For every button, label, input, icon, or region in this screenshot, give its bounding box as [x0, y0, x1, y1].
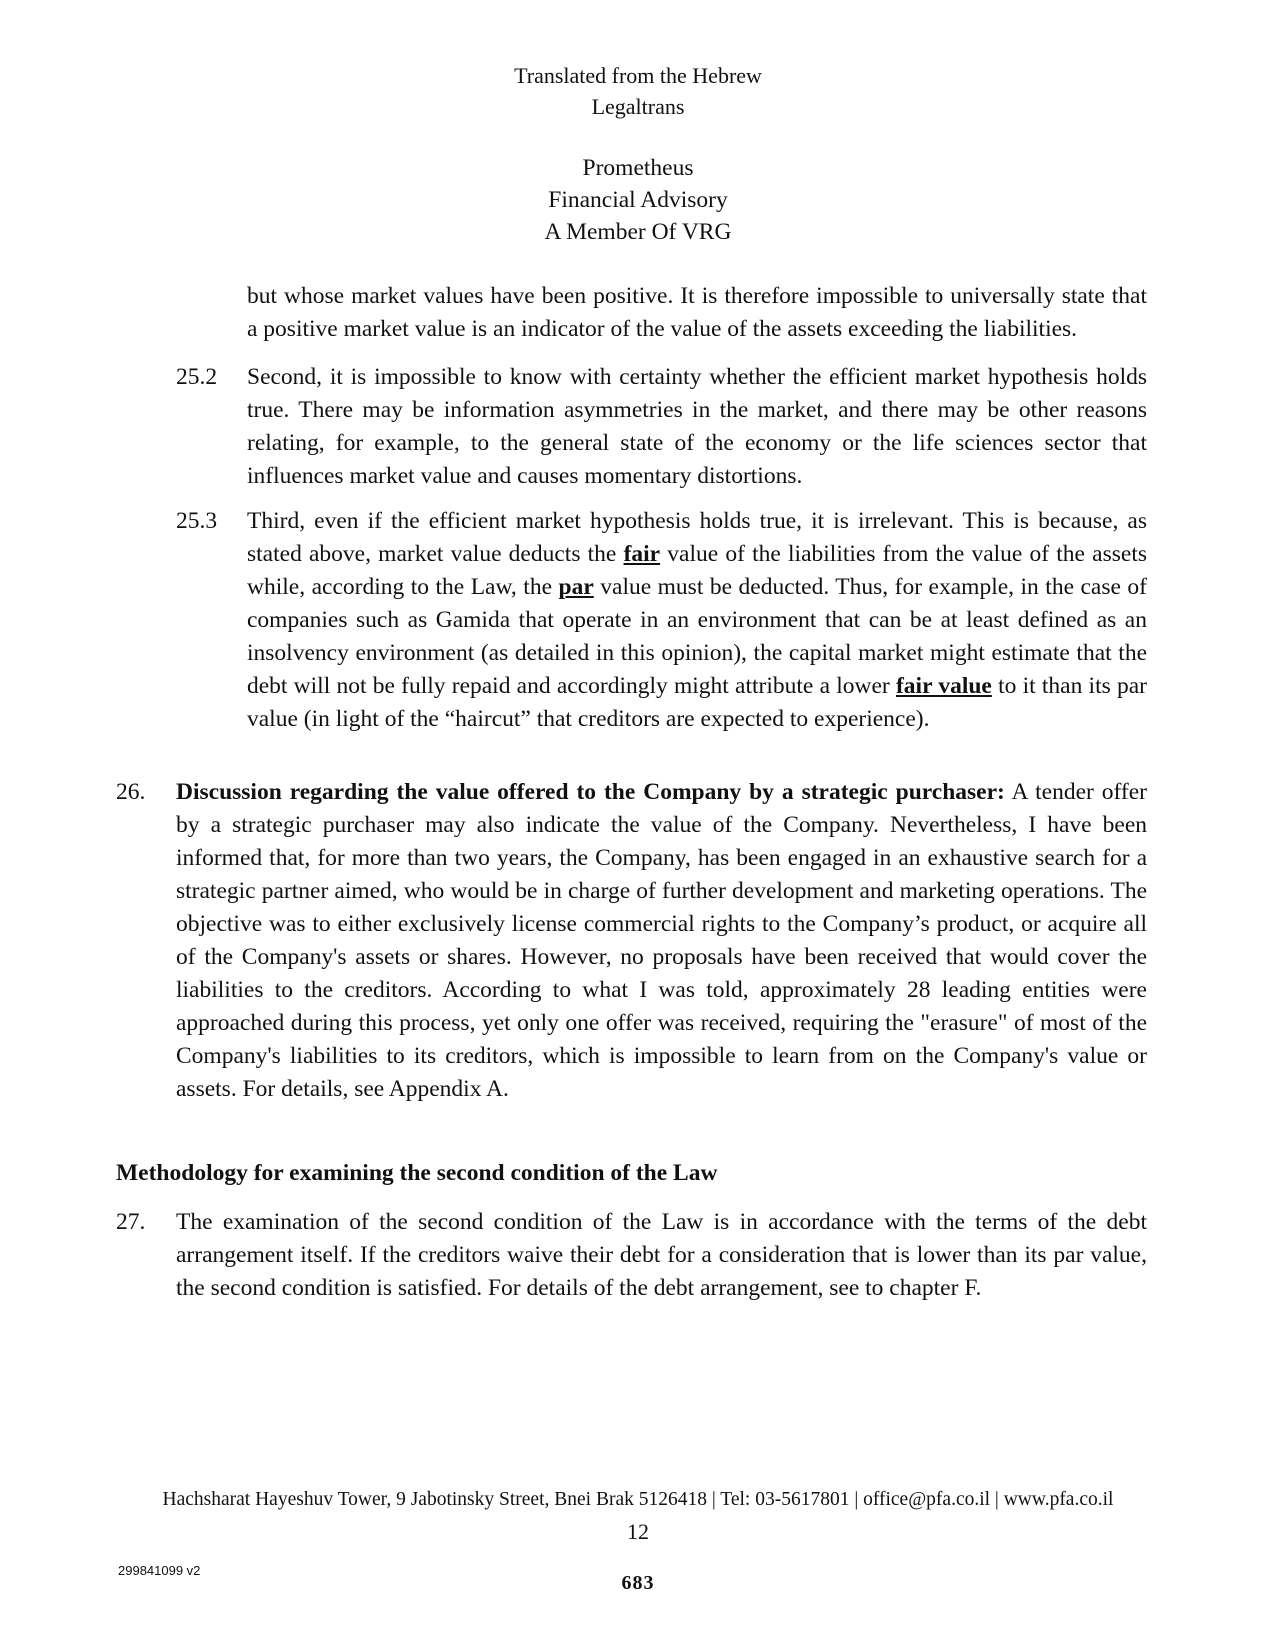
emphasis-fair: fair — [623, 541, 661, 567]
document-id: 299841099 v2 — [118, 1563, 201, 1578]
section-25-3-part2: value of the liabilities from the value of the assets while, according to the Law, the — [247, 541, 1147, 600]
firm-name: Prometheus — [582, 155, 694, 181]
section-number-25-2: 25.2 — [176, 364, 218, 390]
section-heading: Methodology for examining the second condition of the Law — [116, 1160, 718, 1186]
footer-address: Hachsharat Hayeshuv Tower, 9 Jabotinsky Street, Bnei Brak 5126418 | Tel: 03-5617801 | office@pfa.co.il | www.pfa.co.il — [162, 1489, 1114, 1510]
section-number-25-3: 25.3 — [176, 508, 218, 534]
section-25-3-text — [247, 505, 1147, 736]
emphasis-par: par — [558, 574, 594, 600]
section-27-text: The examination of the second condition of the Law is in accordance with the terms of the debt arrangement itself. If the creditors waive their debt for a consideration that is lower than its par value, the second condition is satisfied. For details of the debt arrangement, see to chapter F. — [176, 1209, 1147, 1301]
exhibit-page-number: 683 — [621, 1572, 655, 1594]
translation-note: Translated from the Hebrew — [514, 63, 762, 88]
section-25-3-part1: Third, even if the efficient market hypothesis holds true, it is irrelevant. This is because, as stated above, market value deducts the — [247, 508, 1147, 567]
section-25-2-text: Second, it is impossible to know with certainty whether the efficient market hypothesis holds true. There may be information asymmetries in the market, and there may be other reasons relating, for example, to the general state of the economy or the life sciences sector that influences market value and causes momentary distortions. — [247, 364, 1147, 489]
firm-member: A Member Of VRG — [544, 219, 732, 245]
section-26-lead: Discussion regarding the value offered to the Company by a strategic purchaser: — [176, 779, 1005, 805]
section-25-3-part4: to it than its par value (in light of the “haircut” that creditors are expected to experience). — [247, 673, 1147, 732]
page-number: 12 — [627, 1519, 649, 1544]
emphasis-fair-value: fair value — [895, 673, 992, 699]
section-number-27: 27. — [116, 1209, 146, 1235]
section-26-body: A tender offer by a strategic purchaser may also indicate the value of the Company. Nevertheless, I have been informed that, for more than two years, the Company, has been engaged in an exhaustive search for a strategic partner aimed, who would be in charge of further development and marketing operations. The objective was to either exclusively license commercial rights to the Company’s product, or acquire all of the Company's assets or shares. However, no proposals have been received that would cover the liabilities to the creditors. According to what I was told, approximately 28 leading entities were approached during this process, yet only one offer was received, requiring the "erasure" of most of the Company's liabilities to its creditors, which is impossible to learn from on the Company's value or assets. For details, see Appendix A. — [176, 779, 1148, 1102]
firm-subtitle: Financial Advisory — [548, 187, 728, 213]
translator-name: Legaltrans — [591, 94, 685, 119]
continuation-paragraph: but whose market values have been positive. It is therefore impossible to universally state that a positive market value is an indicator of the value of the assets exceeding the liabilities. — [247, 283, 1147, 342]
section-number-26: 26. — [116, 779, 146, 805]
section-25-3-part3: value must be deducted. Thus, for example, in the case of companies such as Gamida that operate in an environment that can be at least defined as an insolvency environment (as detailed in this opinion), the capital market might estimate that the debt will not be fully repaid and accordingly might attribute a lower — [247, 574, 1148, 699]
section-26-text — [176, 776, 1147, 1106]
